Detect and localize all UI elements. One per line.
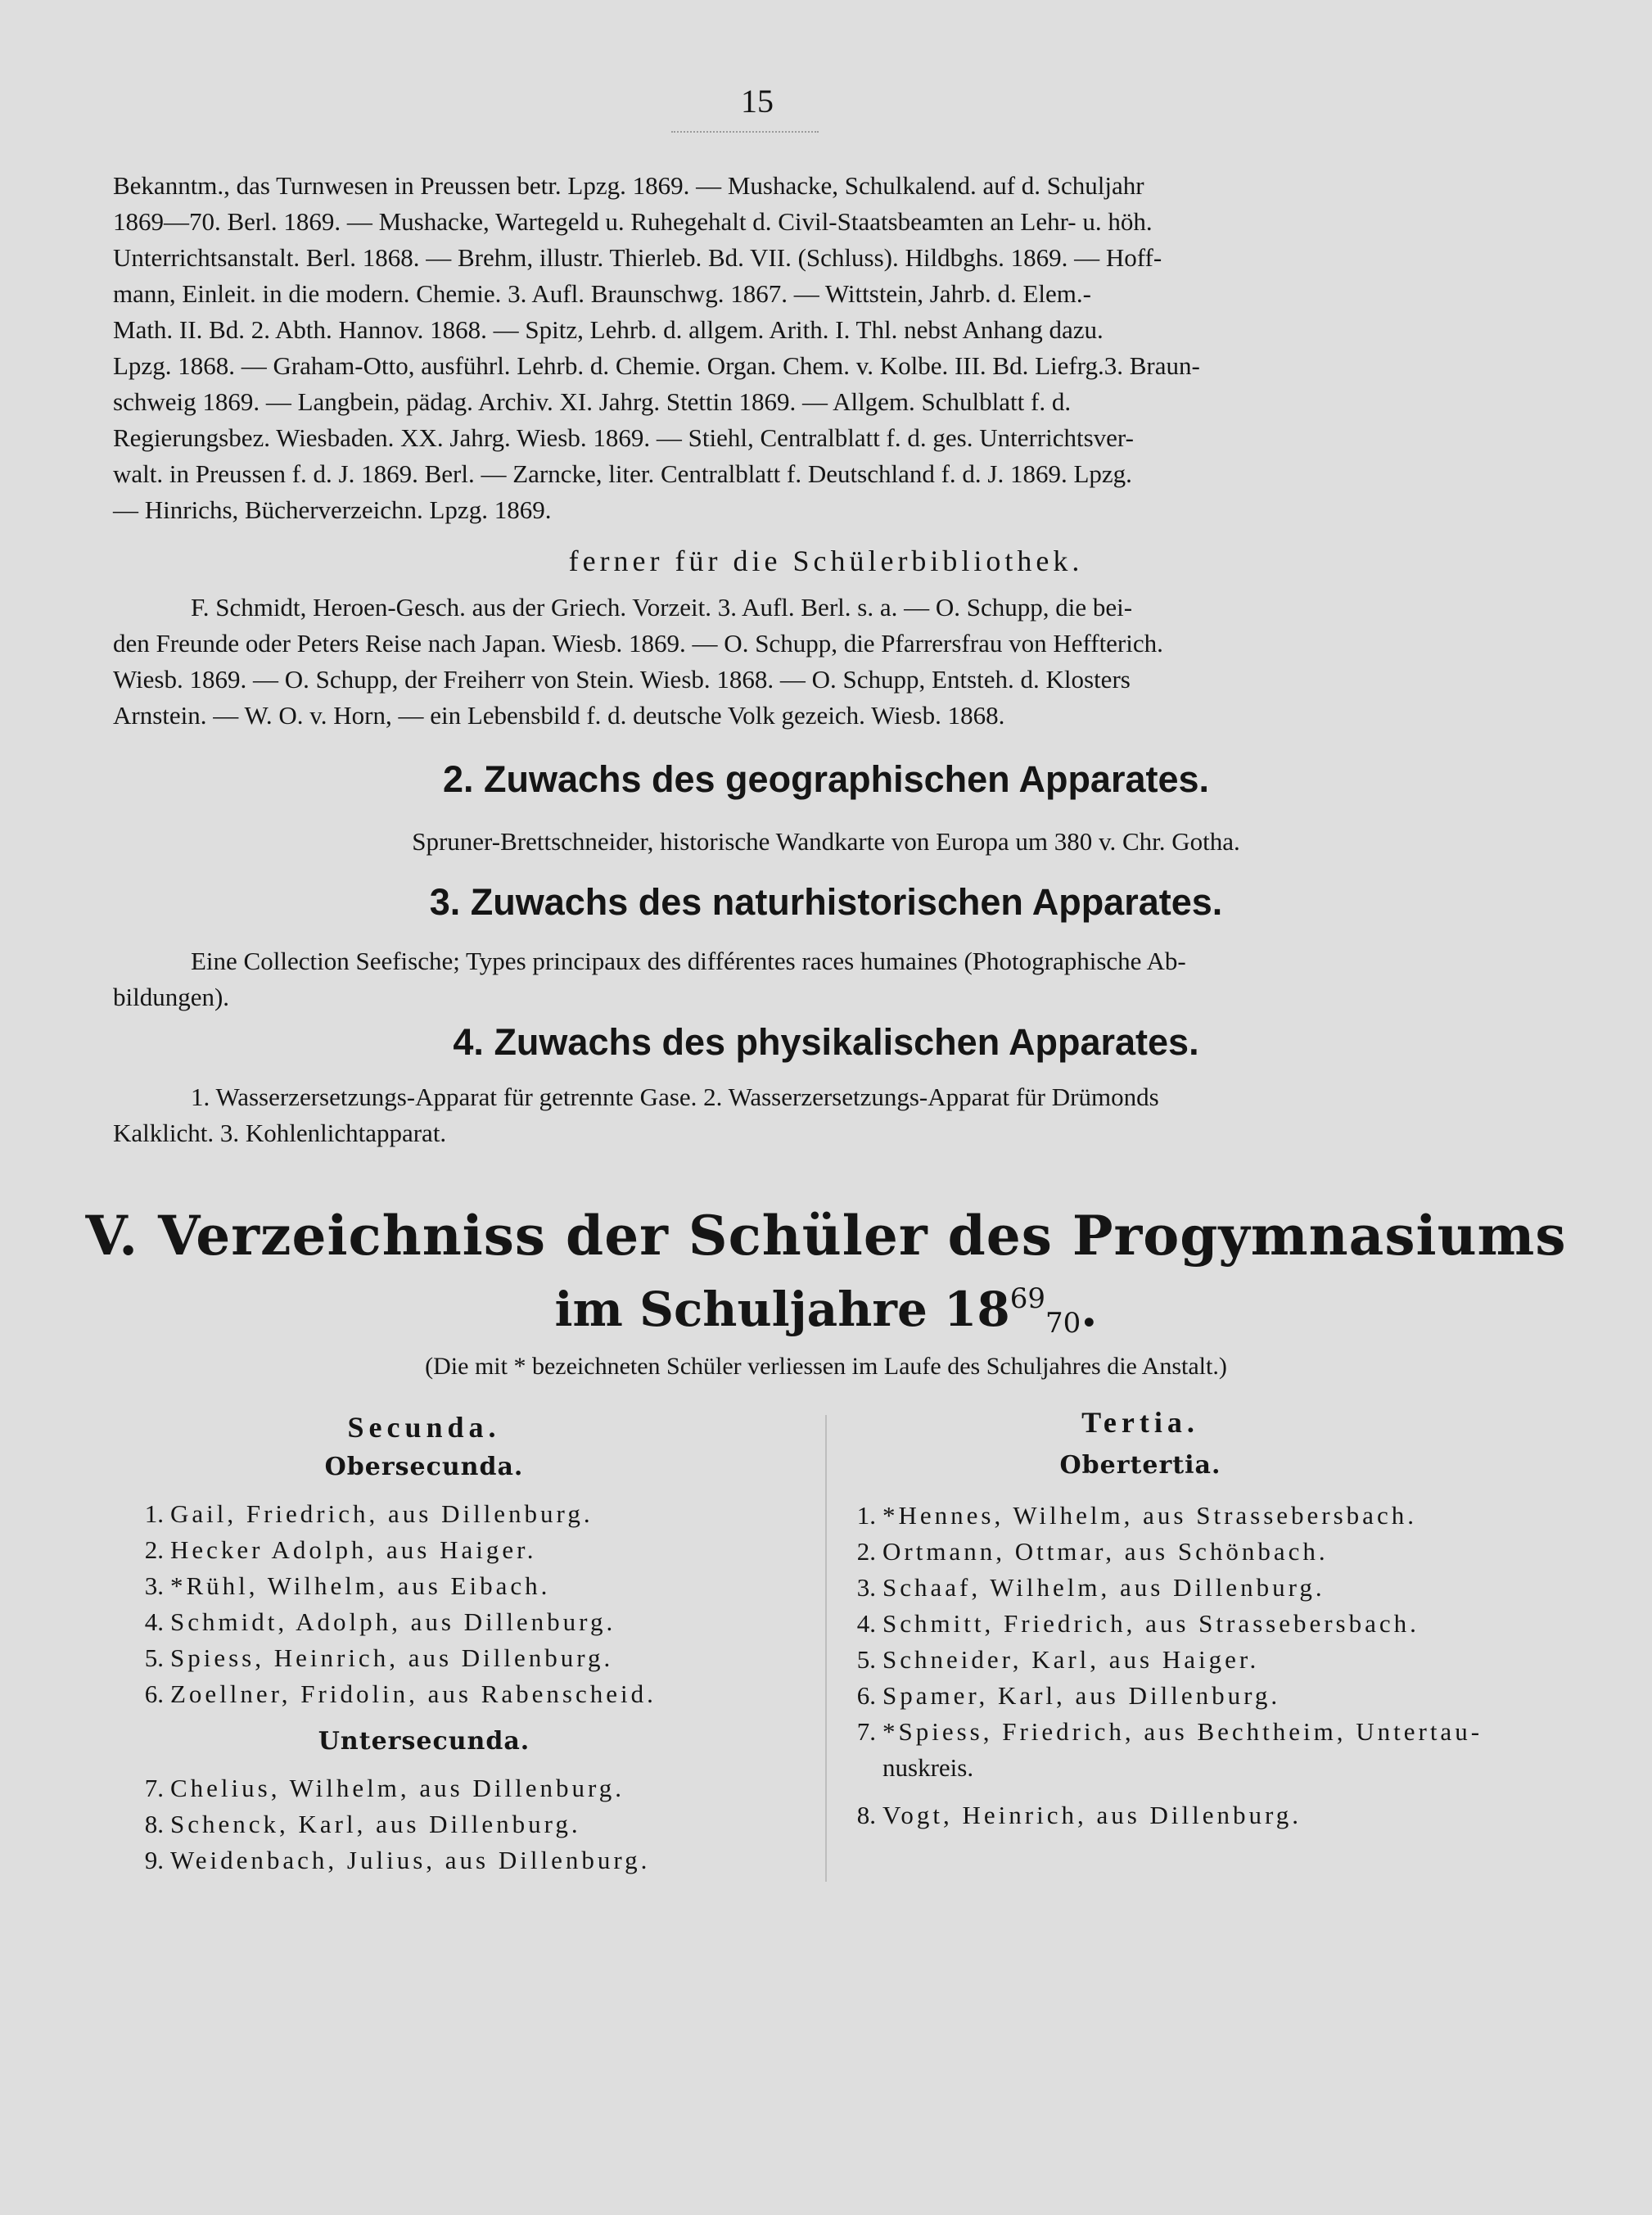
list-item: 2. Hecker Adolph, aus Haiger.	[144, 1535, 537, 1564]
text-line: Lpzg. 1868. — Graham-Otto, ausführl. Lehrb. d. Chemie. Organ. Chem. v. Kolbe. III. Bd. Liefrg.3. Braun-	[113, 351, 1200, 380]
tertia-column	[842, 1405, 1488, 1833]
text-line: F. Schmidt, Heroen-Gesch. aus der Griech. Vorzeit. 3. Aufl. Berl. s. a. — O. Schupp, die bei-	[191, 593, 1133, 622]
chapter-subtitle: im Schuljahre $18^{69}_{70}$.	[554, 1282, 1098, 1340]
list-item: 5. Spiess, Heinrich, aus Dillenburg.	[144, 1643, 614, 1672]
text-line: den Freunde oder Peters Reise nach Japan. Wiesb. 1869. — O. Schupp, die Pfarrersfrau von Heffterich.	[113, 629, 1163, 658]
list-item: 3. *Rühl, Wilhelm, aus Eibach.	[144, 1571, 551, 1600]
list-item: 4. Schmitt, Friedrich, aus Strassebersbach.	[856, 1609, 1420, 1638]
text-line: schweig 1869. — Langbein, pädag. Archiv. XI. Jahrg. Stettin 1869. — Allgem. Schulblatt f. d.	[113, 387, 1072, 416]
list-item: 3. Schaaf, Wilhelm, aus Dillenburg.	[856, 1573, 1325, 1602]
untersecunda-label: Untersecunda.	[318, 1727, 530, 1756]
section-2-heading: 2. Zuwachs des geographischen Apparates.	[442, 758, 1210, 800]
obersecunda-list	[129, 1496, 801, 1712]
text-line: bildungen).	[113, 983, 230, 1011]
text-line: — Hinrichs, Bücherverzeichn. Lpzg. 1869.	[113, 495, 552, 524]
text-line: Unterrichtsanstalt. Berl. 1868. — Brehm, illustr. Thierleb. Bd. VII. (Schluss). Hildbghs. 1869. — Hoff-	[113, 243, 1162, 272]
list-item: 9. Weidenbach, Julius, aus Dillenburg.	[144, 1846, 651, 1874]
text-line: Eine Collection Seefische; Types principaux des différentes races humaines (Photographische Ab-	[191, 947, 1186, 975]
section-4-paragraph	[113, 1079, 1456, 1151]
text-line: 1. Wasserzersetzungs-Apparat für getrennte Gase. 2. Wasserzersetzungs-Apparat für Drümonds	[191, 1083, 1159, 1111]
year-subscript: 70	[1045, 1307, 1081, 1340]
list-item-continuation: nuskreis.	[882, 1753, 974, 1782]
text-line: Wiesb. 1869. — O. Schupp, der Freiherr von Stein. Wiesb. 1868. — O. Schupp, Entsteh. d. Klosters	[113, 665, 1131, 694]
column-divider	[825, 1415, 827, 1882]
secunda-heading: Secunda.	[347, 1411, 501, 1444]
text-line: Regierungsbez. Wiesbaden. XX. Jahrg. Wiesb. 1869. — Stiehl, Centralblatt f. d. ges. Unterrichtsver-	[113, 423, 1134, 452]
schuelerbibliothek-heading: ferner für die Schülerbibliothek.	[568, 545, 1084, 577]
list-item: 1. *Hennes, Wilhelm, aus Strassebersbach.	[856, 1501, 1417, 1530]
section-4-heading: 4. Zuwachs des physikalischen Apparates.	[453, 1021, 1199, 1063]
section-3-paragraph	[113, 943, 1456, 1015]
chapter-note: (Die mit * bezeichneten Schüler verliessen im Laufe des Schuljahres die Anstalt.)	[425, 1353, 1227, 1380]
list-item: 5. Schneider, Karl, aus Haiger.	[856, 1645, 1260, 1674]
text-line: walt. in Preussen f. d. J. 1869. Berl. — Zarncke, liter. Centralblatt f. Deutschland f. d. J. 1869. Lpzg.	[113, 459, 1132, 488]
list-item: 2. Ortmann, Ottmar, aus Schönbach.	[856, 1537, 1329, 1566]
list-item: 7. *Spiess, Friedrich, aus Bechtheim, Untertau-	[856, 1717, 1483, 1746]
list-item: 8. Schenck, Karl, aus Dillenburg.	[144, 1810, 581, 1838]
text-line: Arnstein. — W. O. v. Horn, — ein Lebensbild f. d. deutsche Volk gezeich. Wiesb. 1868.	[113, 701, 1005, 730]
year-superscript: 69	[1009, 1282, 1046, 1315]
text-line: Bekanntm., das Turnwesen in Preussen betr. Lpzg. 1869. — Mushacke, Schulkalend. auf d. Schuljahr	[113, 171, 1144, 200]
section-2-text	[0, 824, 1652, 860]
list-item: 6. Zoellner, Fridolin, aus Rabenscheid.	[144, 1679, 657, 1708]
obertertia-list	[842, 1498, 1488, 1833]
page-number: 15	[741, 83, 774, 120]
list-item: 1. Gail, Friedrich, aus Dillenburg.	[144, 1499, 594, 1528]
untersecunda-list	[129, 1770, 801, 1878]
obertertia-label: Obertertia.	[1059, 1451, 1221, 1480]
section-3-heading: 3. Zuwachs des naturhistorischen Apparates.	[429, 881, 1223, 923]
obersecunda-label: Obersecunda.	[324, 1453, 524, 1481]
text-line: 1869—70. Berl. 1869. — Mushacke, Wartegeld u. Ruhegehalt d. Civil-Staatsbeamten an Lehr- u. höh.	[113, 207, 1153, 236]
library-acquisitions-paragraph	[113, 168, 1456, 528]
schuelerbibliothek-paragraph	[113, 590, 1456, 734]
list-item: 8. Vogt, Heinrich, aus Dillenburg.	[856, 1801, 1302, 1829]
list-item: 4. Schmidt, Adolph, aus Dillenburg.	[144, 1607, 616, 1636]
chapter-title: V. Verzeichniss der Schüler des Progymnasiums	[85, 1204, 1567, 1268]
secunda-column	[129, 1410, 801, 1878]
text-line: Kalklicht. 3. Kohlenlichtapparat.	[113, 1119, 447, 1147]
text-line: mann, Einleit. in die modern. Chemie. 3. Aufl. Braunschwg. 1867. — Wittstein, Jahrb. d. Elem.-	[113, 279, 1091, 308]
list-item: 6. Spamer, Karl, aus Dillenburg.	[856, 1681, 1281, 1710]
list-item: 7. Chelius, Wilhelm, aus Dillenburg.	[144, 1774, 625, 1802]
tertia-heading: Tertia.	[1081, 1406, 1199, 1439]
header-rule	[671, 131, 819, 133]
text-line: Spruner-Brettschneider, historische Wandkarte von Europa um 380 v. Chr. Gotha.	[412, 827, 1240, 856]
text-line: Math. II. Bd. 2. Abth. Hannov. 1868. — Spitz, Lehrb. d. allgem. Arith. I. Thl. nebst Anhang dazu.	[113, 315, 1104, 344]
